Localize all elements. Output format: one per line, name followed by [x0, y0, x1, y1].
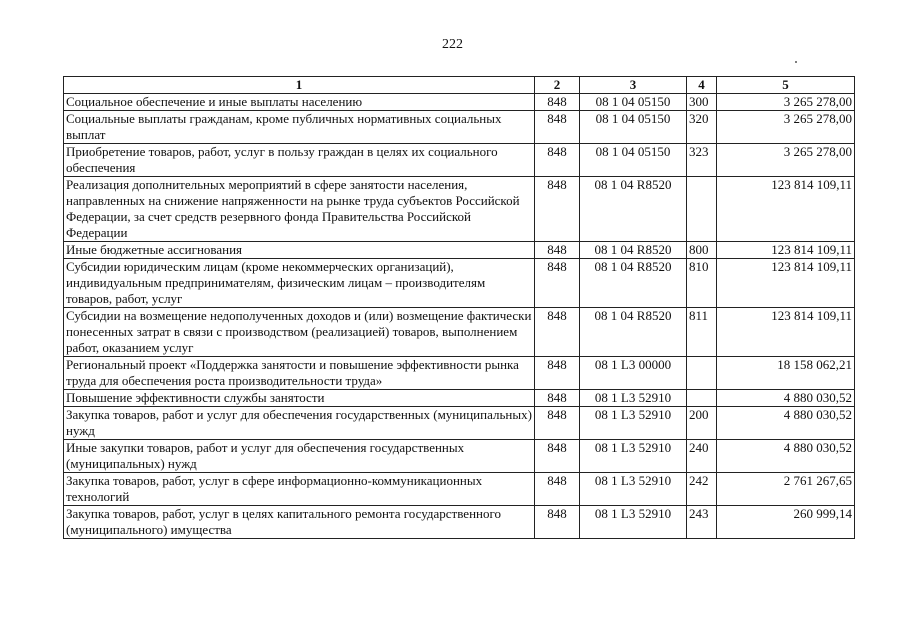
- row-ministry-code: 848: [535, 407, 580, 440]
- row-amount: 4 880 030,52: [717, 390, 855, 407]
- row-ministry-code: 848: [535, 473, 580, 506]
- row-description: Закупка товаров, работ и услуг для обеспечения государственных (муниципальных) нужд: [64, 407, 535, 440]
- row-target-article: 08 1 04 R8520: [580, 177, 687, 242]
- column-header: 5: [717, 77, 855, 94]
- table-row: [64, 440, 855, 473]
- row-expense-type: 320: [687, 111, 717, 144]
- row-target-article: 08 1 L3 52910: [580, 390, 687, 407]
- table-body: [64, 94, 855, 539]
- row-target-article: 08 1 L3 52910: [580, 407, 687, 440]
- column-header: 2: [535, 77, 580, 94]
- table-row: [64, 407, 855, 440]
- row-description: Субсидии юридическим лицам (кроме некоммерческих организаций), индивидуальным предпринимателям, физическим лицам – производителям товаров, работ, услуг: [64, 259, 535, 308]
- row-ministry-code: 848: [535, 506, 580, 539]
- row-target-article: 08 1 04 05150: [580, 144, 687, 177]
- table-row: [64, 259, 855, 308]
- row-expense-type: 240: [687, 440, 717, 473]
- row-target-article: 08 1 04 05150: [580, 94, 687, 111]
- row-amount: 260 999,14: [717, 506, 855, 539]
- column-header: 3: [580, 77, 687, 94]
- row-target-article: 08 1 L3 52910: [580, 440, 687, 473]
- row-ministry-code: 848: [535, 94, 580, 111]
- row-description: Региональный проект «Поддержка занятости и повышение эффективности рынка труда для обеспечения роста производительности труда»: [64, 357, 535, 390]
- row-description: Иные закупки товаров, работ и услуг для обеспечения государственных (муниципальных) нужд: [64, 440, 535, 473]
- row-amount: 2 761 267,65: [717, 473, 855, 506]
- row-target-article: 08 1 04 05150: [580, 111, 687, 144]
- row-target-article: 08 1 L3 52910: [580, 473, 687, 506]
- row-ministry-code: 848: [535, 111, 580, 144]
- column-header: 4: [687, 77, 717, 94]
- row-description: Закупка товаров, работ, услуг в целях капитального ремонта государственного (муниципального) имущества: [64, 506, 535, 539]
- row-amount: 4 880 030,52: [717, 407, 855, 440]
- row-amount: 3 265 278,00: [717, 111, 855, 144]
- row-ministry-code: 848: [535, 242, 580, 259]
- row-target-article: 08 1 04 R8520: [580, 242, 687, 259]
- row-expense-type: [687, 390, 717, 407]
- row-ministry-code: 848: [535, 259, 580, 308]
- row-description: Социальное обеспечение и иные выплаты населению: [64, 94, 535, 111]
- row-expense-type: 800: [687, 242, 717, 259]
- row-amount: 18 158 062,21: [717, 357, 855, 390]
- row-expense-type: 810: [687, 259, 717, 308]
- row-ministry-code: 848: [535, 390, 580, 407]
- row-expense-type: 242: [687, 473, 717, 506]
- table-row: [64, 94, 855, 111]
- row-expense-type: 243: [687, 506, 717, 539]
- row-target-article: 08 1 04 R8520: [580, 308, 687, 357]
- scan-speck: [795, 61, 797, 63]
- row-expense-type: 323: [687, 144, 717, 177]
- table-row: [64, 111, 855, 144]
- row-expense-type: 811: [687, 308, 717, 357]
- table-row: [64, 144, 855, 177]
- row-target-article: 08 1 L3 52910: [580, 506, 687, 539]
- table-row: [64, 242, 855, 259]
- row-description: Повышение эффективности службы занятости: [64, 390, 535, 407]
- row-expense-type: [687, 357, 717, 390]
- row-ministry-code: 848: [535, 357, 580, 390]
- row-amount: 123 814 109,11: [717, 308, 855, 357]
- row-ministry-code: 848: [535, 308, 580, 357]
- row-amount: 4 880 030,52: [717, 440, 855, 473]
- row-description: Иные бюджетные ассигнования: [64, 242, 535, 259]
- table-row: [64, 506, 855, 539]
- row-amount: 3 265 278,00: [717, 144, 855, 177]
- row-ministry-code: 848: [535, 144, 580, 177]
- table-row: [64, 390, 855, 407]
- row-target-article: 08 1 L3 00000: [580, 357, 687, 390]
- table-header: [64, 77, 855, 94]
- row-description: Приобретение товаров, работ, услуг в пользу граждан в целях их социального обеспечения: [64, 144, 535, 177]
- row-amount: 123 814 109,11: [717, 259, 855, 308]
- page-number: 222: [442, 37, 463, 52]
- row-description: Реализация дополнительных мероприятий в сфере занятости населения, направленных на снижение напряженности на рынке труда субъектов Российской Федерации, за счет средств резервного фонда Правительства Российской Федерации: [64, 177, 535, 242]
- row-target-article: 08 1 04 R8520: [580, 259, 687, 308]
- row-description: Социальные выплаты гражданам, кроме публичных нормативных социальных выплат: [64, 111, 535, 144]
- header-row: [64, 77, 855, 94]
- row-expense-type: 200: [687, 407, 717, 440]
- row-ministry-code: 848: [535, 177, 580, 242]
- budget-table: [63, 76, 855, 539]
- row-expense-type: 300: [687, 94, 717, 111]
- table-row: [64, 357, 855, 390]
- row-expense-type: [687, 177, 717, 242]
- row-description: Субсидии на возмещение недополученных доходов и (или) возмещение фактически понесенных затрат в связи с производством (реализацией) товаров, выполнением работ, оказанием услуг: [64, 308, 535, 357]
- row-amount: 123 814 109,11: [717, 177, 855, 242]
- row-description: Закупка товаров, работ, услуг в сфере информационно-коммуникационных технологий: [64, 473, 535, 506]
- table-row: [64, 473, 855, 506]
- table-row: [64, 308, 855, 357]
- table-row: [64, 177, 855, 242]
- column-header: 1: [64, 77, 535, 94]
- row-amount: 123 814 109,11: [717, 242, 855, 259]
- row-amount: 3 265 278,00: [717, 94, 855, 111]
- row-ministry-code: 848: [535, 440, 580, 473]
